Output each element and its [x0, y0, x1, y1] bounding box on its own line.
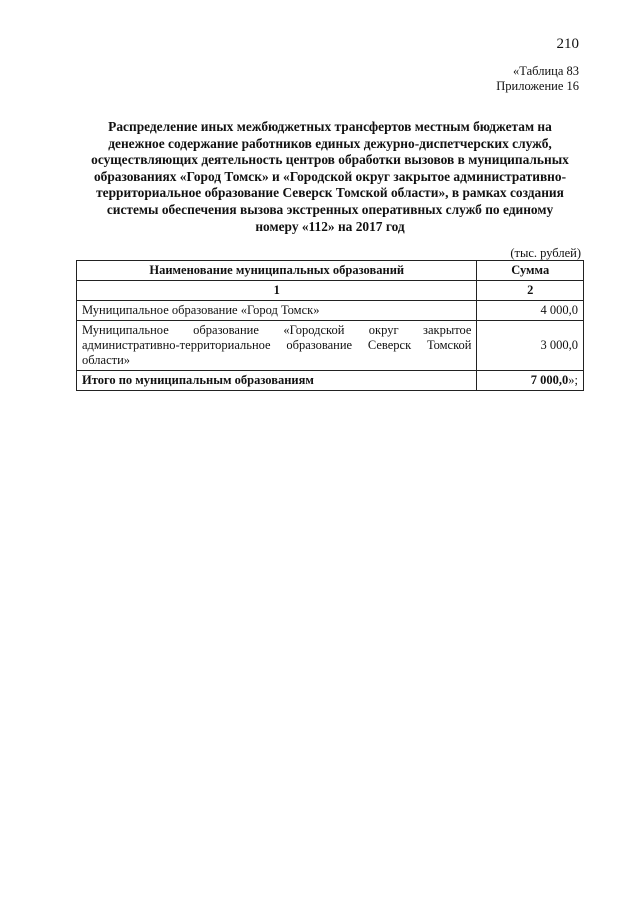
- table-reference-block: [496, 64, 579, 94]
- total-label-cell: Итого по муниципальным образованиям: [77, 371, 477, 391]
- total-row: [77, 371, 584, 391]
- table-header-row: [77, 261, 584, 281]
- total-sum-value: 7 000,0: [530, 373, 569, 387]
- distribution-table: [76, 260, 584, 391]
- units-label: (тыс. рублей): [510, 246, 581, 260]
- header-sum-cell: Сумма: [477, 261, 584, 281]
- table-number: «Таблица 83: [513, 64, 579, 78]
- sum-cell: 3 000,0: [477, 321, 584, 371]
- title-line: территориальное образование Северск Томской области», в рамках создания: [96, 185, 564, 201]
- municipality-name-cell: Муниципальное образование «Городской округ закрытое административно-территориальное образование Северск Томской области»: [77, 321, 477, 371]
- title-line: номеру «112» на 2017 год: [255, 218, 405, 234]
- appendix-number: Приложение 16: [496, 79, 579, 93]
- column-number-cell: 2: [477, 281, 584, 301]
- header-name-cell: Наименование муниципальных образований: [77, 261, 477, 281]
- table-row: [77, 301, 584, 321]
- title-line: осуществляющих деятельность центров обработки вызовов в муниципальных: [91, 152, 569, 168]
- municipality-name-cell: Муниципальное образование «Город Томск»: [77, 301, 477, 321]
- column-number-row: [77, 281, 584, 301]
- title-line: системы обеспечения вызова экстренных оперативных служб по единому: [106, 201, 554, 217]
- document-title: [78, 119, 582, 235]
- page-number: 210: [556, 36, 579, 52]
- sum-cell: 4 000,0: [477, 301, 584, 321]
- title-line: образованиях «Город Томск» и «Городской округ закрытое административно-: [93, 168, 567, 184]
- total-sum-cell: [477, 371, 584, 391]
- title-line: Распределение иных межбюджетных трансфертов местным бюджетам на: [108, 119, 552, 134]
- column-number-cell: 1: [77, 281, 477, 301]
- closing-quote: »;: [568, 373, 578, 387]
- table-row: [77, 321, 584, 371]
- title-line: денежное содержание работников единых дежурно-диспетчерских служб,: [108, 135, 552, 151]
